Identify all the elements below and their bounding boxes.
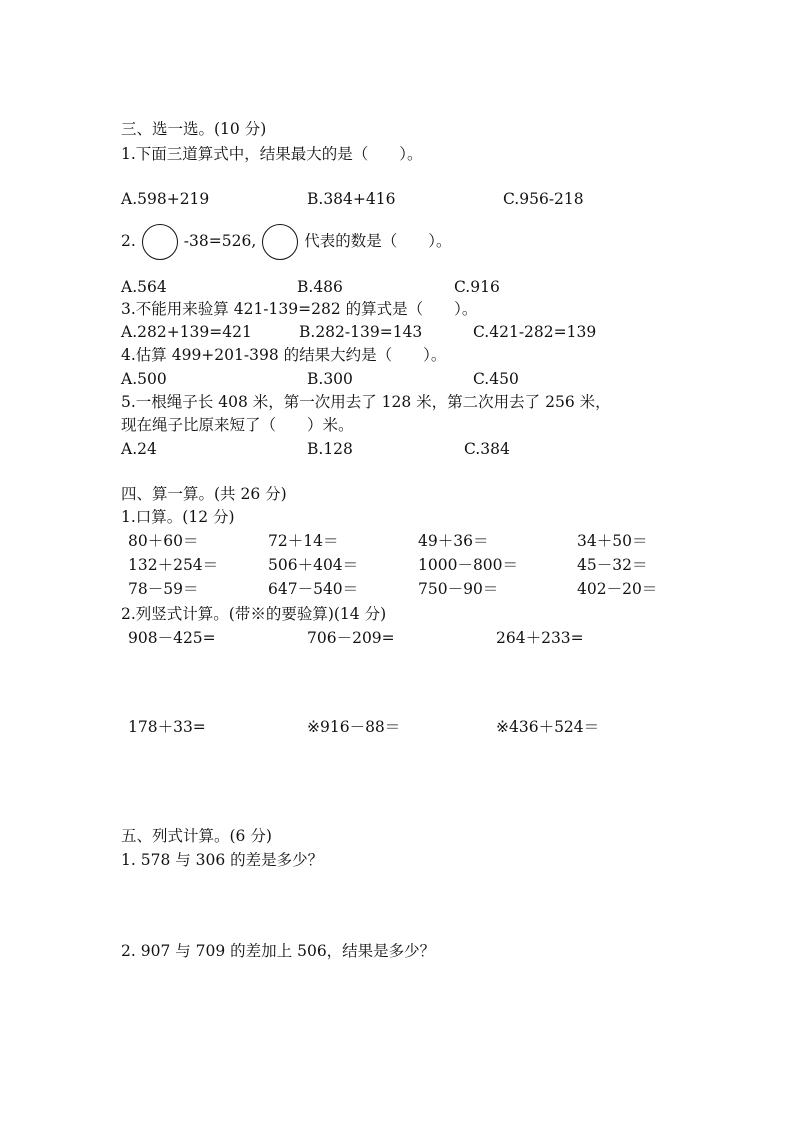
q4-text: 4.估算 499+201-398 的结果大约是（ ）。 xyxy=(121,346,447,364)
q2-text xyxy=(121,221,452,261)
oral-item: 402－20＝ xyxy=(577,580,658,598)
q4-option-b: B.300 xyxy=(307,370,353,388)
vertical-title: 2.列竖式计算。(带※的要验算)(14 分) xyxy=(121,605,387,623)
oral-item: 132＋254＝ xyxy=(128,556,219,574)
q3-option-a: A.282+139=421 xyxy=(121,323,252,341)
vertical-item: 178＋33= xyxy=(128,718,206,736)
oral-item: 49＋36＝ xyxy=(418,532,489,550)
q1-option-a: A.598+219 xyxy=(121,190,210,208)
section4-title: 四、算一算。(共 26 分) xyxy=(121,485,287,503)
oral-item: 78－59＝ xyxy=(128,580,199,598)
section5-title: 五、列式计算。(6 分) xyxy=(121,827,272,845)
oral-item: 45－32＝ xyxy=(577,556,648,574)
blank-circle-icon xyxy=(142,224,178,260)
q5-line1: 5.一根绳子长 408 米，第一次用去了 128 米，第二次用去了 256 米， xyxy=(121,393,611,411)
section5-q1: 1. 578 与 306 的差是多少？ xyxy=(121,851,324,869)
q1-option-b: B.384+416 xyxy=(307,190,396,208)
oral-item: 750－90＝ xyxy=(418,580,499,598)
section5-q2: 2. 907 与 709 的差加上 506，结果是多少？ xyxy=(121,942,436,960)
q2-middle: -38=526, xyxy=(183,232,257,250)
q2-option-b: B.486 xyxy=(297,278,343,296)
q4-option-a: A.500 xyxy=(121,370,167,388)
q1-option-c: C.956-218 xyxy=(503,190,584,208)
q2-prefix: 2. xyxy=(121,232,136,250)
vertical-item: 264＋233= xyxy=(496,629,584,647)
vertical-item: ※916－88＝ xyxy=(307,718,401,736)
oral-item: 1000－800＝ xyxy=(418,556,519,574)
section3-title: 三、选一选。(10 分) xyxy=(121,120,267,138)
q4-option-c: C.450 xyxy=(473,370,519,388)
oral-item: 80＋60＝ xyxy=(128,532,199,550)
q5-line2: 现在绳子比原来短了（ ）米。 xyxy=(121,416,354,434)
oral-item: 34＋50＝ xyxy=(577,532,648,550)
oral-item: 647－540＝ xyxy=(268,580,359,598)
q5-option-b: B.128 xyxy=(307,440,353,458)
blank-circle-icon xyxy=(262,224,298,260)
oral-title: 1.口算。(12 分) xyxy=(121,508,235,526)
q2-suffix: 代表的数是（ ）。 xyxy=(304,232,452,250)
q2-option-a: A.564 xyxy=(121,278,167,296)
q3-text: 3.不能用来验算 421-139=282 的算式是（ ）。 xyxy=(121,300,478,318)
q5-option-c: C.384 xyxy=(464,440,510,458)
vertical-item: 706－209= xyxy=(307,629,395,647)
q2-option-c: C.916 xyxy=(454,278,500,296)
q3-option-c: C.421-282=139 xyxy=(473,323,597,341)
oral-item: 72＋14＝ xyxy=(268,532,339,550)
q1-text: 1.下面三道算式中，结果最大的是（ ）。 xyxy=(121,145,423,163)
oral-item: 506＋404＝ xyxy=(268,556,359,574)
q5-option-a: A.24 xyxy=(121,440,157,458)
vertical-item: ※436＋524＝ xyxy=(496,718,600,736)
q3-option-b: B.282-139=143 xyxy=(299,323,423,341)
vertical-item: 908－425= xyxy=(128,629,216,647)
